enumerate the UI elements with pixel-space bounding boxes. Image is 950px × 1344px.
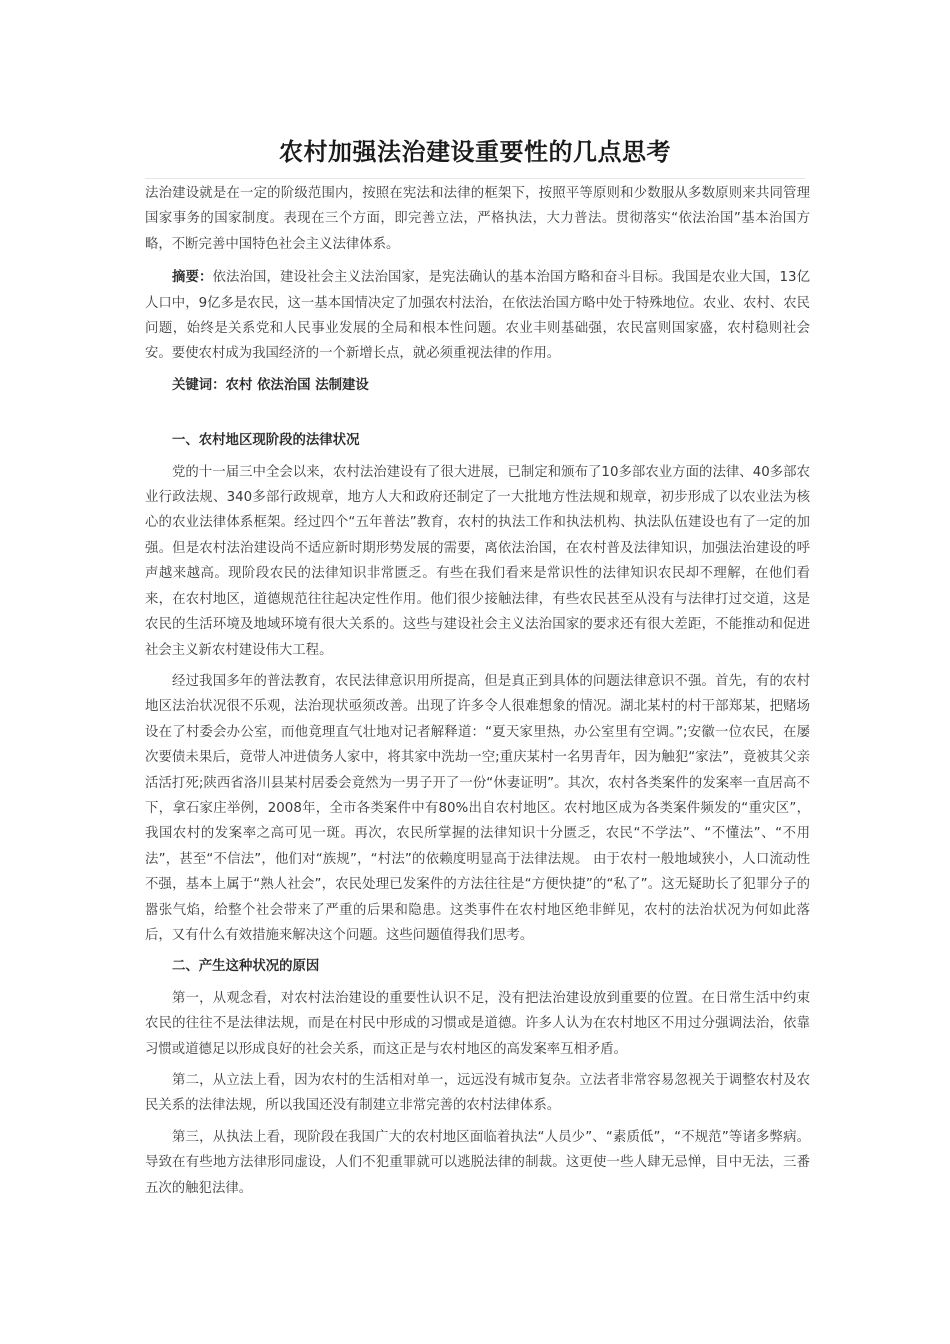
document-title: 农村加强法治建设重要性的几点思考 xyxy=(279,138,671,166)
title-divider xyxy=(145,178,805,179)
intro-paragraph: 法治建设就是在一定的阶级范围内，按照在宪法和法律的框架下，按照平等原则和少数服从多数原则来共同管理国家事务的国家制度。表现在三个方面，即完善立法，严格执法，大力普法。贯彻落实“依法治国”基本治国方略，不断完善中国特色社会主义法律体系。 xyxy=(145,186,810,252)
section-2-paragraph-3: 第三，从执法上看，现阶段在我国广大的农村地区面临着执法“人员少”、“素质低”，“不规范”等诸多弊病。导致在有些地方法律形同虚设，人们不犯重罪就可以逃脱法律的制裁。这更使一些人肆无忌惮，目中无法，三番五次的触犯法律。 xyxy=(145,1129,810,1196)
section-heading-1: 一、农村地区现阶段的法律状况 xyxy=(172,433,360,449)
abstract-paragraph xyxy=(145,265,810,367)
abstract-text: 依法治国，建设社会主义法治国家，是宪法确认的基本治国方略和奋斗目标。我国是农业大国，13亿人口中，9亿多是农民，这一基本国情决定了加强农村法治，在依法治国方略中处于特殊地位。农业、农村、农民问题，始终是关系党和人民事业发展的全局和根本性问题。农业丰则基础强，农民富则国家盛，农村稳则社会安。要使农村成为我国经济的一个新增长点，就必须重视法律的作用。 xyxy=(145,270,810,362)
section-1-paragraph-1: 党的十一届三中全会以来，农村法治建设有了很大进展，已制定和颁布了10多部农业方面的法律、40多部农业行政法规、340多部行政规章，地方人大和政府还制定了一大批地方性法规和规章，初步形成了以农业法为核心的农业法律体系框架。经过四个“五年普法”教育，农村的执法工作和执法机构、执法队伍建设也有了一定的加强。但是农村法治建设尚不适应新时期形势发展的需要，离依法治国，在农村普及法律知识，加强法治建设的呼声越来越高。现阶段农民的法律知识非常匮乏。有些在我们看来是常识性的法律知识农民却不理解，在他们看来，在农村地区，道德规范往往起决定性作用。他们很少接触法律，有些农民甚至从没有与法律打过交道，这是农民的生活环境及地域环境有很大关系的。这些与建设社会主义法治国家的要求还有很大差距，不能推动和促进社会主义新农村建设伟大工程。 xyxy=(145,464,810,658)
section-2-paragraph-2: 第二，从立法上看，因为农村的生活相对单一，远远没有城市复杂。立法者非常容易忽视关于调整农村及农民关系的法律法规，所以我国还没有制建立非常完善的农村法律体系。 xyxy=(145,1073,810,1114)
keywords-line: 关键词：农村 依法治国 法制建设 xyxy=(172,377,369,393)
section-2-paragraph-1: 第一，从观念看，对农村法治建设的重要性认识不足，没有把法治建设放到重要的位置。在日常生活中约束农民的往往不是法律法规，而是在村民中形成的习惯或是道德。许多人认为在农村地区不用过分强调法治，依靠习惯或道德足以形成良好的社会关系，而这正是与农村地区的高发案率互相矛盾。 xyxy=(145,990,810,1057)
abstract-label: 摘要： xyxy=(172,270,213,286)
section-heading-2: 二、产生这种状况的原因 xyxy=(172,959,320,975)
section-1-paragraph-2: 经过我国多年的普法教育，农民法律意识用所提高，但是真正到具体的问题法律意识不强。首先，有的农村地区法治状况很不乐观，法治现状亟须改善。出现了许多令人很难想象的情况。湖北某村的村干部郑某，把赌场设在了村委会办公室，而他竟理直气壮地对记者解释道：“夏天家里热，办公室里有空调。”;安徽一位农民，在屡次要债未果后，竟带人冲进债务人家中，将其家中洗劫一空;重庆某村一名男青年，因为触犯“家法”，竟被其父亲活活打死;陕西省洛川县某村居委会竟然为一男子开了一份“休妻证明”。其次，农村各类案件的发案率一直居高不下，拿石家庄举例，2008年，全市各类案件中有80%出自农村地区。农村地区成为各类案件频发的“重灾区”，我国农村的发案率之高可见一斑。再次，农民所掌握的法律知识十分匮乏，农民“不学法”、“不懂法”、“不用法”，甚至“不信法”，他们对“族规”，“村法”的依赖度明显高于法律法规。 由于农村一般地域狭小，人口流动性不强，基本上属于“熟人社会”，农民处理已发案件的方法往往是“方便快捷”的“私了”。这无疑助长了犯罪分子的嚣张气焰，给整个社会带来了严重的后果和隐患。这类事件在农村地区绝非鲜见，农村的法治状况为何如此落后，又有什么有效措施来解决这个问题。这些问题值得我们思考。 xyxy=(145,673,810,943)
spacer xyxy=(145,398,810,428)
document-body xyxy=(145,181,810,1207)
